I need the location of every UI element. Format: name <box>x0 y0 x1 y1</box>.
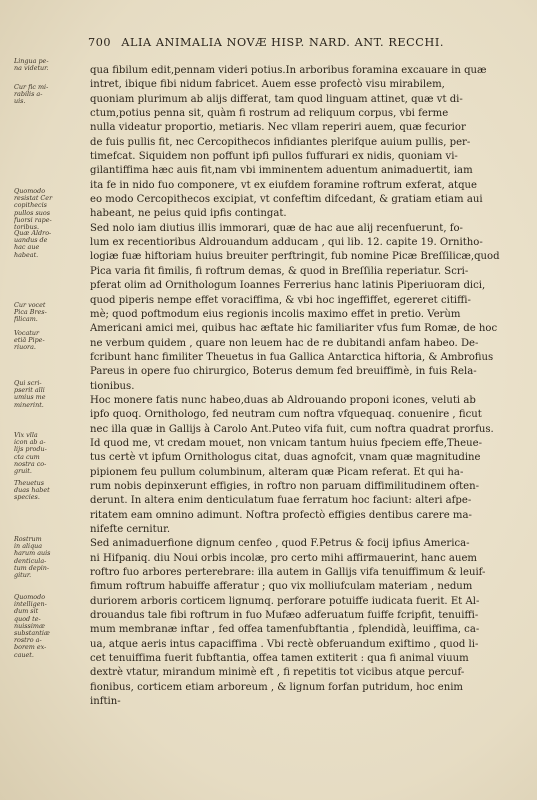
text-line: ni Hifpaniq. diu Noui orbis incolæ, pro certo mihi affirmauerint, hanc auem <box>90 552 477 564</box>
marginal-note: Quomodo resistat Cer copithecis pullos suos fuorsi rape- toribus. <box>14 188 53 232</box>
text-line: ne verbum quidem , quare non leuem hac de re dubitandi anfam habeo. De- <box>90 337 479 349</box>
text-line: duriorem arboris corticem lignumq. perforare potuiffe iudicata fuerit. Et Al- <box>90 595 480 607</box>
text-line: ritatem eam omnino adimunt. Noftra profectò effigies dentibus carere ma- <box>90 509 472 521</box>
text-line: habeant, ne peius quid ipfis contingat. <box>90 208 287 220</box>
main-text <box>90 64 522 709</box>
running-title: ALIA ANIMALIA NOVÆ HISP. NARD. ANT. RECCHI. <box>121 36 445 49</box>
text-line: ipfo quoq. Ornithologo, fed neutram cum noftra vfquequaq. conuenire , ficut <box>90 409 482 421</box>
text-line: qua fibilum edit,pennam videri potius.In arboribus foramina excauare in quæ <box>90 65 487 76</box>
text-line: nifefte cernitur. <box>90 524 171 535</box>
text-line: lum ex recentioribus Aldrouandum adducam , qui lib. 12. capite 19. Ornitho- <box>90 237 483 249</box>
text-line: Sed animaduerfione dignum cenfeo , quod F.Petrus & focij ipfius America- <box>90 538 470 550</box>
text-line: intret, ibique fibi nidum fabricet. Auem esse profectò visu mirabilem, <box>90 79 445 91</box>
text-line: Sed nolo iam diutius illis immorari, quæ de hac aue alij recenfuerunt, fo- <box>90 222 463 234</box>
text-line: Id quod me, vt credam mouet, non vnicam tantum huius fpeciem effe,Theue- <box>90 437 483 449</box>
text-line: inftin- <box>90 696 121 708</box>
marginal-notes <box>14 58 74 778</box>
text-line: quoniam plurimum ab alijs differat, tam quod linguam attinet, quæ vt di- <box>90 93 463 105</box>
text-line: timefcat. Siquidem non poffunt ipfi pullos fuffurari ex nidis, quoniam vi- <box>90 151 458 163</box>
page-number: 700 <box>88 36 112 49</box>
text-line: Americani amici mei, quibus hac æftate hic familiariter vfus fum Romæ, de hoc <box>90 323 498 335</box>
text-line: eo modo Cercopithecos excipiat, vt confeftim difcedant, & gratiam etiam aui <box>90 194 483 206</box>
text-line: mum membranæ inftar , fed offea tamenfubftantia , fplendidà, leuiffima, ca- <box>90 624 480 636</box>
marginal-note: Vix vlla icon ab a- lijs produ- cta cum nostra co- gruit. <box>14 432 47 476</box>
marginal-note: Rostrum in aliqua harum auis denticula- tum depin- gitur. <box>14 536 51 580</box>
text-line: gilantiffima hæc auis fit,nam vbi imminentem aduentum animaduertit, iam <box>90 165 473 177</box>
text-line: Pareus in opere fuo chirurgico, Boterus demum fed breuiffimè, in fuis Rela- <box>90 366 477 378</box>
text-line: pipionem feu pullum columbinum, alteram quæ Picam referat. Et qui ha- <box>90 466 464 478</box>
text-line: ctum,potius penna sit, quàm fi rostrum ad reliquum corpus, vbi ferme <box>90 108 449 120</box>
text-line: de fuis pullis fit, nec Cercopithecos infidiantes plerifque auium pullis, per- <box>90 136 471 148</box>
text-line: fcribunt hanc fimiliter Theuetus in fua Gallica Antarctica hiftoria, & Ambrofius <box>90 351 494 363</box>
marginal-note: Vocatur etiā Pipe- riuora. <box>14 330 45 352</box>
marginal-note: Theuetus duas habet species. <box>14 480 50 502</box>
text-line: fimum roftrum habuiffe afferatur ; quo vix molliufculam materiam , nedum <box>90 581 473 593</box>
text-line: derunt. In altera enim denticulatum fuae ferratum hoc faciunt: alteri afpe- <box>90 495 472 507</box>
text-line: pferat olim ad Ornithologum Ioannes Ferrerius hanc latinis Piperiuoram dici, <box>90 280 486 292</box>
running-header <box>88 36 524 49</box>
text-line: tionibus. <box>90 380 135 392</box>
text-line: nec illa quæ in Gallijs à Carolo Ant.Puteo vifa fuit, cum noftra quadrat prorfus. <box>90 423 494 435</box>
text-line: fionibus, corticem etiam arboreum , & lignum forfan putridum, hoc enim <box>90 681 464 693</box>
text-line: ita fe in nido fuo componere, vt ex eiufdem foramine roftrum exferat, atque <box>90 179 478 191</box>
text-line: drouandus tale fibi roftrum in fuo Mufæo adferuatum fuiffe fcripfit, tenuiffi- <box>90 610 479 622</box>
text-line: rum nobis depinxerunt effigies, in roftro non paruam diffimilitudinem often- <box>90 480 480 492</box>
marginal-note: Quomodo intelligen- dum sit quod te- nuissimæ substantiæ rostro a- borem ex- cauet. <box>14 594 50 659</box>
marginal-note: Cur fic mi- rabilis a- uis. <box>14 84 49 106</box>
text-line: nulla videatur proportio, metiaris. Nec vllam reperiri auem, quæ fecurior <box>90 122 466 134</box>
text-line: tus certè vt ipfum Ornithologus citat, duas agnofcit, vnam quæ magnitudine <box>90 452 481 464</box>
text-line: Pica varia fit fimilis, fi roftrum demas, & quod in Breſſilia reperiatur. Scri- <box>90 265 469 277</box>
text-line: logiæ fuæ hiftoriam huius breuiter perftringit, fub nomine Picæ Breſſilicæ,quod <box>90 251 500 263</box>
marginal-note: Qui scri- pserit alli umius me minerint. <box>14 380 46 409</box>
text-line: Hoc monere fatis nunc habeo,duas ab Aldrouando proponi icones, veluti ab <box>90 394 476 406</box>
text-line: dextrè vtatur, mirandum minimè eft , fi repetitis tot vicibus atque percuf- <box>90 667 465 679</box>
text-line: cet tenuiffima fuerit fubftantia, offea tamen extiterit : qua fi animal viuum <box>90 653 469 665</box>
text-line: mè; quod poftmodum eius regionis incolis maximo effet in pretio. Verùm <box>90 308 461 320</box>
marginal-note: Cur vocet Pica Bres- filicam. <box>14 302 47 324</box>
text-line: quod piperis nempe effet voraciffima, & vbi hoc ingeffiffet, egereret citiffi- <box>90 294 471 306</box>
text-line: ua, atque aeris intus capaciffima . Vbi rectè obferuandum exiftimo , quod li- <box>90 638 479 650</box>
text-line: roftro fuo arbores perterebrare: illa autem in Gallijs vifa tenuiffimum & leuif- <box>90 567 486 579</box>
marginal-note: Lingua pe- na videtur. <box>14 58 49 73</box>
marginal-note: Quæ Aldro- uandus de hac aue habeat. <box>14 230 52 259</box>
